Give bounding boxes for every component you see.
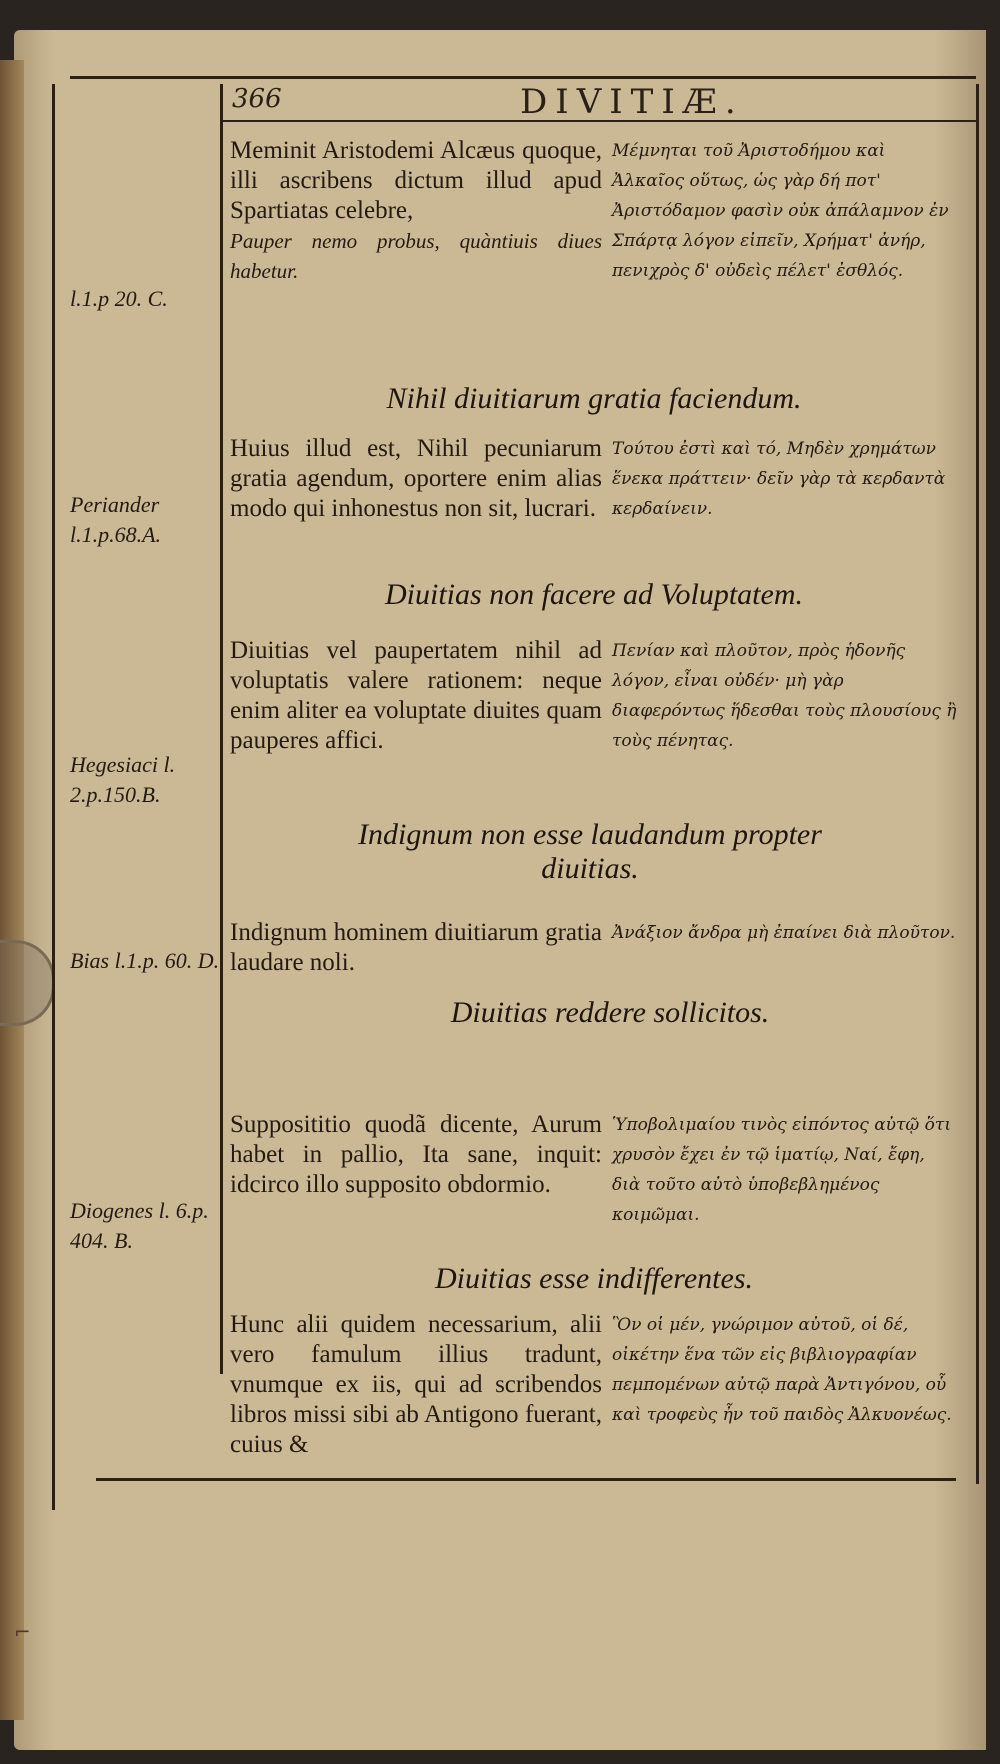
greek-text: Ὃν οἱ μέν, γνώριμον αὐτοῦ, οἱ δέ, οἰκέτην ἕνα τῶν εἰς βιβλιογραφίαν πεμπομένων αὐτῷ παρὰ Ἀντιγόνου, οὗ καὶ τροφεὺς ἦν τοῦ παιδὸς Ἀλκυονέως. (612, 1315, 952, 1425)
section-heading: Nihil diuitiarum gratia faciendum. (386, 382, 802, 415)
book-spine (0, 60, 24, 1720)
margin-citation: Hegesiaci l. 2.p.150.B. (70, 752, 176, 807)
latin-text: Supposititio quodã dicente, Aurum habet in pallio, Ita sane, inquit: idcirco illo supposito obdormio. (230, 1111, 602, 1198)
running-title: DIVITIÆ. (520, 82, 744, 122)
bottom-rule (96, 1478, 956, 1481)
greek-text: Τούτου ἐστὶ καὶ τό, Μηδὲν χρημάτων ἕνεκα πράττειν· δεῖν γὰρ τὰ κερδαντὰ κερδαίνειν. (612, 439, 946, 519)
latin-text: Hunc alii quidem necessarium, alii vero famulum illius tradunt, vnumque ex iis, qui ad scribendos libros missi sibi ab Antigono fuerant, cuius & (230, 1311, 602, 1458)
margin-citation: Diogenes l. 6.p. 404. B. (70, 1198, 209, 1253)
latin-text (230, 136, 602, 286)
margin-citation: Periander l.1.p.68.A. (70, 492, 162, 547)
section-heading: Diuitias non facere ad Voluptatem. (384, 578, 803, 611)
greek-text: Ὑποβολιμαίου τινὸς εἰπόντος αὐτῷ ὅτι χρυσὸν ἔχει ἐν τῷ ἱματίῳ, Ναί, ἔφη, διὰ τοῦτο αὐτὸ ὑποβεβλημένος κοιμῶμαι. (612, 1115, 951, 1225)
section-heading: Indignum non esse laudandum propter diuitias. (358, 818, 822, 885)
latin-text: Diuitias vel paupertatem nihil ad voluptatis valere rationem: neque enim aliter ea voluptate diuites quam pauperes affici. (230, 637, 602, 754)
page-number: 366 (232, 84, 282, 114)
top-rule (70, 76, 976, 79)
greek-text: Μέμνηται τοῦ Ἀριστοδήμου καὶ Ἀλκαῖος οὕτως, ὡς γὰρ δή ποτ' Ἀριστόδαμον φασὶν οὐκ ἀπάλαμνον ἐν Σπάρτᾳ λόγον εἰπεῖν, Χρήματ' ἀνήρ, πενιχρὸς δ' οὐδεὶς πέλετ' ἐσθλός. (612, 141, 949, 281)
ink-mark: ⌐ (14, 1620, 31, 1644)
margin-citation: l.1.p 20. C. (70, 286, 168, 311)
outer-left-rule (52, 84, 55, 1510)
section-heading: Diuitias esse indifferentes. (434, 1262, 754, 1295)
section-heading: Diuitias reddere sollicitos. (450, 996, 770, 1029)
latin-quote: Pauper nemo probus, quàntiuis diues habetur. (230, 229, 602, 283)
latin-text: Huius illud est, Nihil pecuniarum gratia agendum, oportere enim alias modo qui inhonestus non sit, lucrari. (230, 435, 602, 522)
latin-text: Indignum hominem diuitiarum gratia laudare noli. (230, 919, 602, 976)
latin-paragraph: Meminit Aristodemi Alcæus quoque, illi ascribens dictum illud apud Spartiatas celebre, (230, 137, 602, 224)
greek-text: Πενίαν καὶ πλοῦτον, πρὸς ἡδονῆς λόγον, εἶναι οὐδέν· μὴ γὰρ διαφερόντως ἥδεσθαι τοὺς πλουσίους ἢ τοὺς πένητας. (612, 641, 957, 751)
greek-text: Ἀνάξιον ἄνδρα μὴ ἐπαίνει διὰ πλοῦτον. (612, 923, 956, 943)
margin-rule (220, 84, 223, 1374)
margin-citation: Bias l.1.p. 60. D. (70, 948, 220, 973)
right-rule (976, 84, 979, 1484)
